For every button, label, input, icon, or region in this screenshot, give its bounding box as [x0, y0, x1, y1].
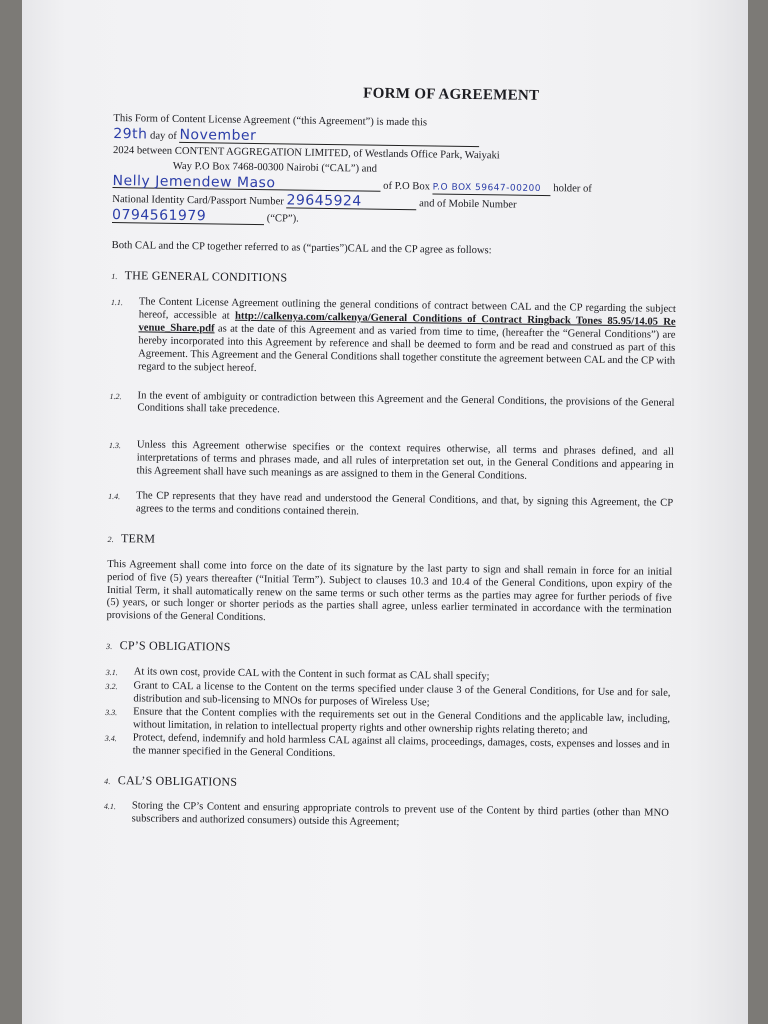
clause [108, 439, 673, 486]
clause-text: The CP represents that they have read and understood the General Conditions, and that, by signing this Agreement, the CP agrees to the terms and conditions contained therein. [135, 490, 674, 518]
item-text: Storing the CP’s Content and ensuring appropriate controls to prevent use of the Content by third parties (other than MNO subscribers and authorized consumers) outside this Agreement; [131, 800, 669, 829]
item-text: Ensure that the Content complies with the requirements set out in the General Conditions and the applicable law, including, without limitation, in relation to intellectual property rights and other ownership rights relating thereto; and [132, 706, 671, 737]
clause-number: 1.1. [110, 298, 123, 308]
intro-block [112, 113, 678, 232]
document-content [104, 80, 679, 834]
clause-text [138, 296, 676, 381]
item-number: 3.2. [105, 682, 118, 692]
handwritten-mobile: 0794561979 [112, 209, 264, 225]
section-number: 1. [111, 272, 118, 282]
clause-number: 1.3. [108, 441, 121, 451]
handwritten-name: Nelly Jemendew Maso [112, 175, 380, 193]
item-number: 4.1. [103, 802, 116, 812]
item-number: 3.3. [105, 707, 118, 718]
section-heading [104, 773, 669, 796]
item-text: Grant to CAL a license to the Content on the terms specified under clause 3 of the General Conditions, for Use and for sale, distribution and sub-licensing to MNOs for purposes of Wireless Use; [133, 680, 671, 709]
clause [110, 296, 676, 381]
section-heading [107, 532, 672, 555]
clause [109, 389, 674, 423]
section-title: CP’S OBLIGATIONS [119, 638, 231, 654]
page-title: FORM OF AGREEMENT [363, 85, 540, 104]
general-conditions-link[interactable]: http://calkenya.com/calkenya/General Conditions of Contract Ringback Tones 85.95/14.05 Re venue_Share.pdf [138, 310, 676, 335]
id-label: National Identity Card/Passport Number [112, 194, 284, 208]
clause [108, 490, 673, 524]
clause-number: 1.2. [109, 391, 122, 401]
document-page [22, 0, 748, 1024]
clause-text-a: The Content License Agreement outlining the general conditions of contract between CAL and the CP regarding the subject hereof, accessible at [138, 296, 676, 322]
clause-text: In the event of ambiguity or contradiction between this Agreement and the General Conditions, the provisions of the General Conditions shall take precedence. [137, 389, 675, 416]
clause-text-b: as at the date of this Agreement and as varied from time to time, (hereafter the “General Conditions”) are hereby incorporated into this Agreement by reference and shall be deemed to form and be read and construed as part of this Agreement. This Agreement and the General Conditions shall together constitute the agreement between CAL and the CP with regard to the subject hereof. [137, 323, 676, 374]
intro-line-3: 2024 between CONTENT AGGREGATION LIMITED, of Westlands Office Park, Waiyaki [112, 144, 500, 162]
po-box-label: of P.O Box [383, 180, 431, 192]
parties-line: Both CAL and the CP together referred to as (“parties”)CAL and the CP agree as follows: [111, 240, 492, 257]
item-number: 3.1. [105, 668, 118, 678]
handwritten-po-box: P.O BOX 59647-00200 [433, 181, 551, 197]
cp-label: (“CP”). [266, 213, 299, 225]
term-paragraph: This Agreement shall come into force on the date of its signature by the last party to sign and shall remain in force for an initial period of five (5) years thereafter (“Initial Term”). Subject to clauses 10.3 and 10.4 of the General Conditions, upon expiry of the Initial Term, it shall automatically renew on the same terms or such other terms as the parties may agree for further periods of five (5) years, or such longer or shorter periods as the parties shall agree, unless earlier terminated in accordance with the termination provisions of the General Conditions. [106, 558, 673, 624]
handwritten-month: November [179, 129, 479, 147]
intro-line-4: Way P.O Box 7468-00300 Nairobi (“CAL”) and [172, 160, 378, 175]
section-heading [111, 269, 676, 292]
section-title: TERM [120, 530, 156, 546]
clause-number: 1.4. [108, 491, 121, 502]
list-item [104, 800, 669, 834]
section-title: CAL’S OBLIGATIONS [117, 772, 238, 789]
section-title: THE GENERAL CONDITIONS [124, 268, 288, 285]
section-number: 3. [106, 642, 113, 652]
holder-of-label: holder of [553, 182, 592, 195]
item-text: Protect, defend, indemnify and hold harmless CAL against all claims, proceedings, damages, costs, expenses and losses and in the manner specified in the General Conditions. [132, 732, 670, 759]
section-heading [106, 639, 671, 662]
section-number: 4. [104, 776, 111, 786]
clause-text: Unless this Agreement otherwise specifies or the context requires otherwise, all terms and phrases defined, and all interpretations of terms and phrases made, and all rules of interpretation set out, in the General Conditions and appearing in this Agreement shall have such meanings as are assigned to them in the General Conditions. [136, 439, 674, 482]
handwritten-id-number: 29645924 [286, 195, 416, 211]
item-text: At its own cost, provide CAL with the Content in such format as CAL shall specify; [133, 666, 490, 683]
section-number: 2. [107, 534, 115, 544]
item-number: 3.4. [104, 733, 117, 743]
day-of-label: day of [149, 130, 177, 142]
mobile-label: and of Mobile Number [419, 198, 517, 212]
intro-line-1: This Form of Content License Agreement (“this Agreement”) is made this [113, 112, 428, 129]
handwritten-day: 29th [113, 125, 148, 143]
